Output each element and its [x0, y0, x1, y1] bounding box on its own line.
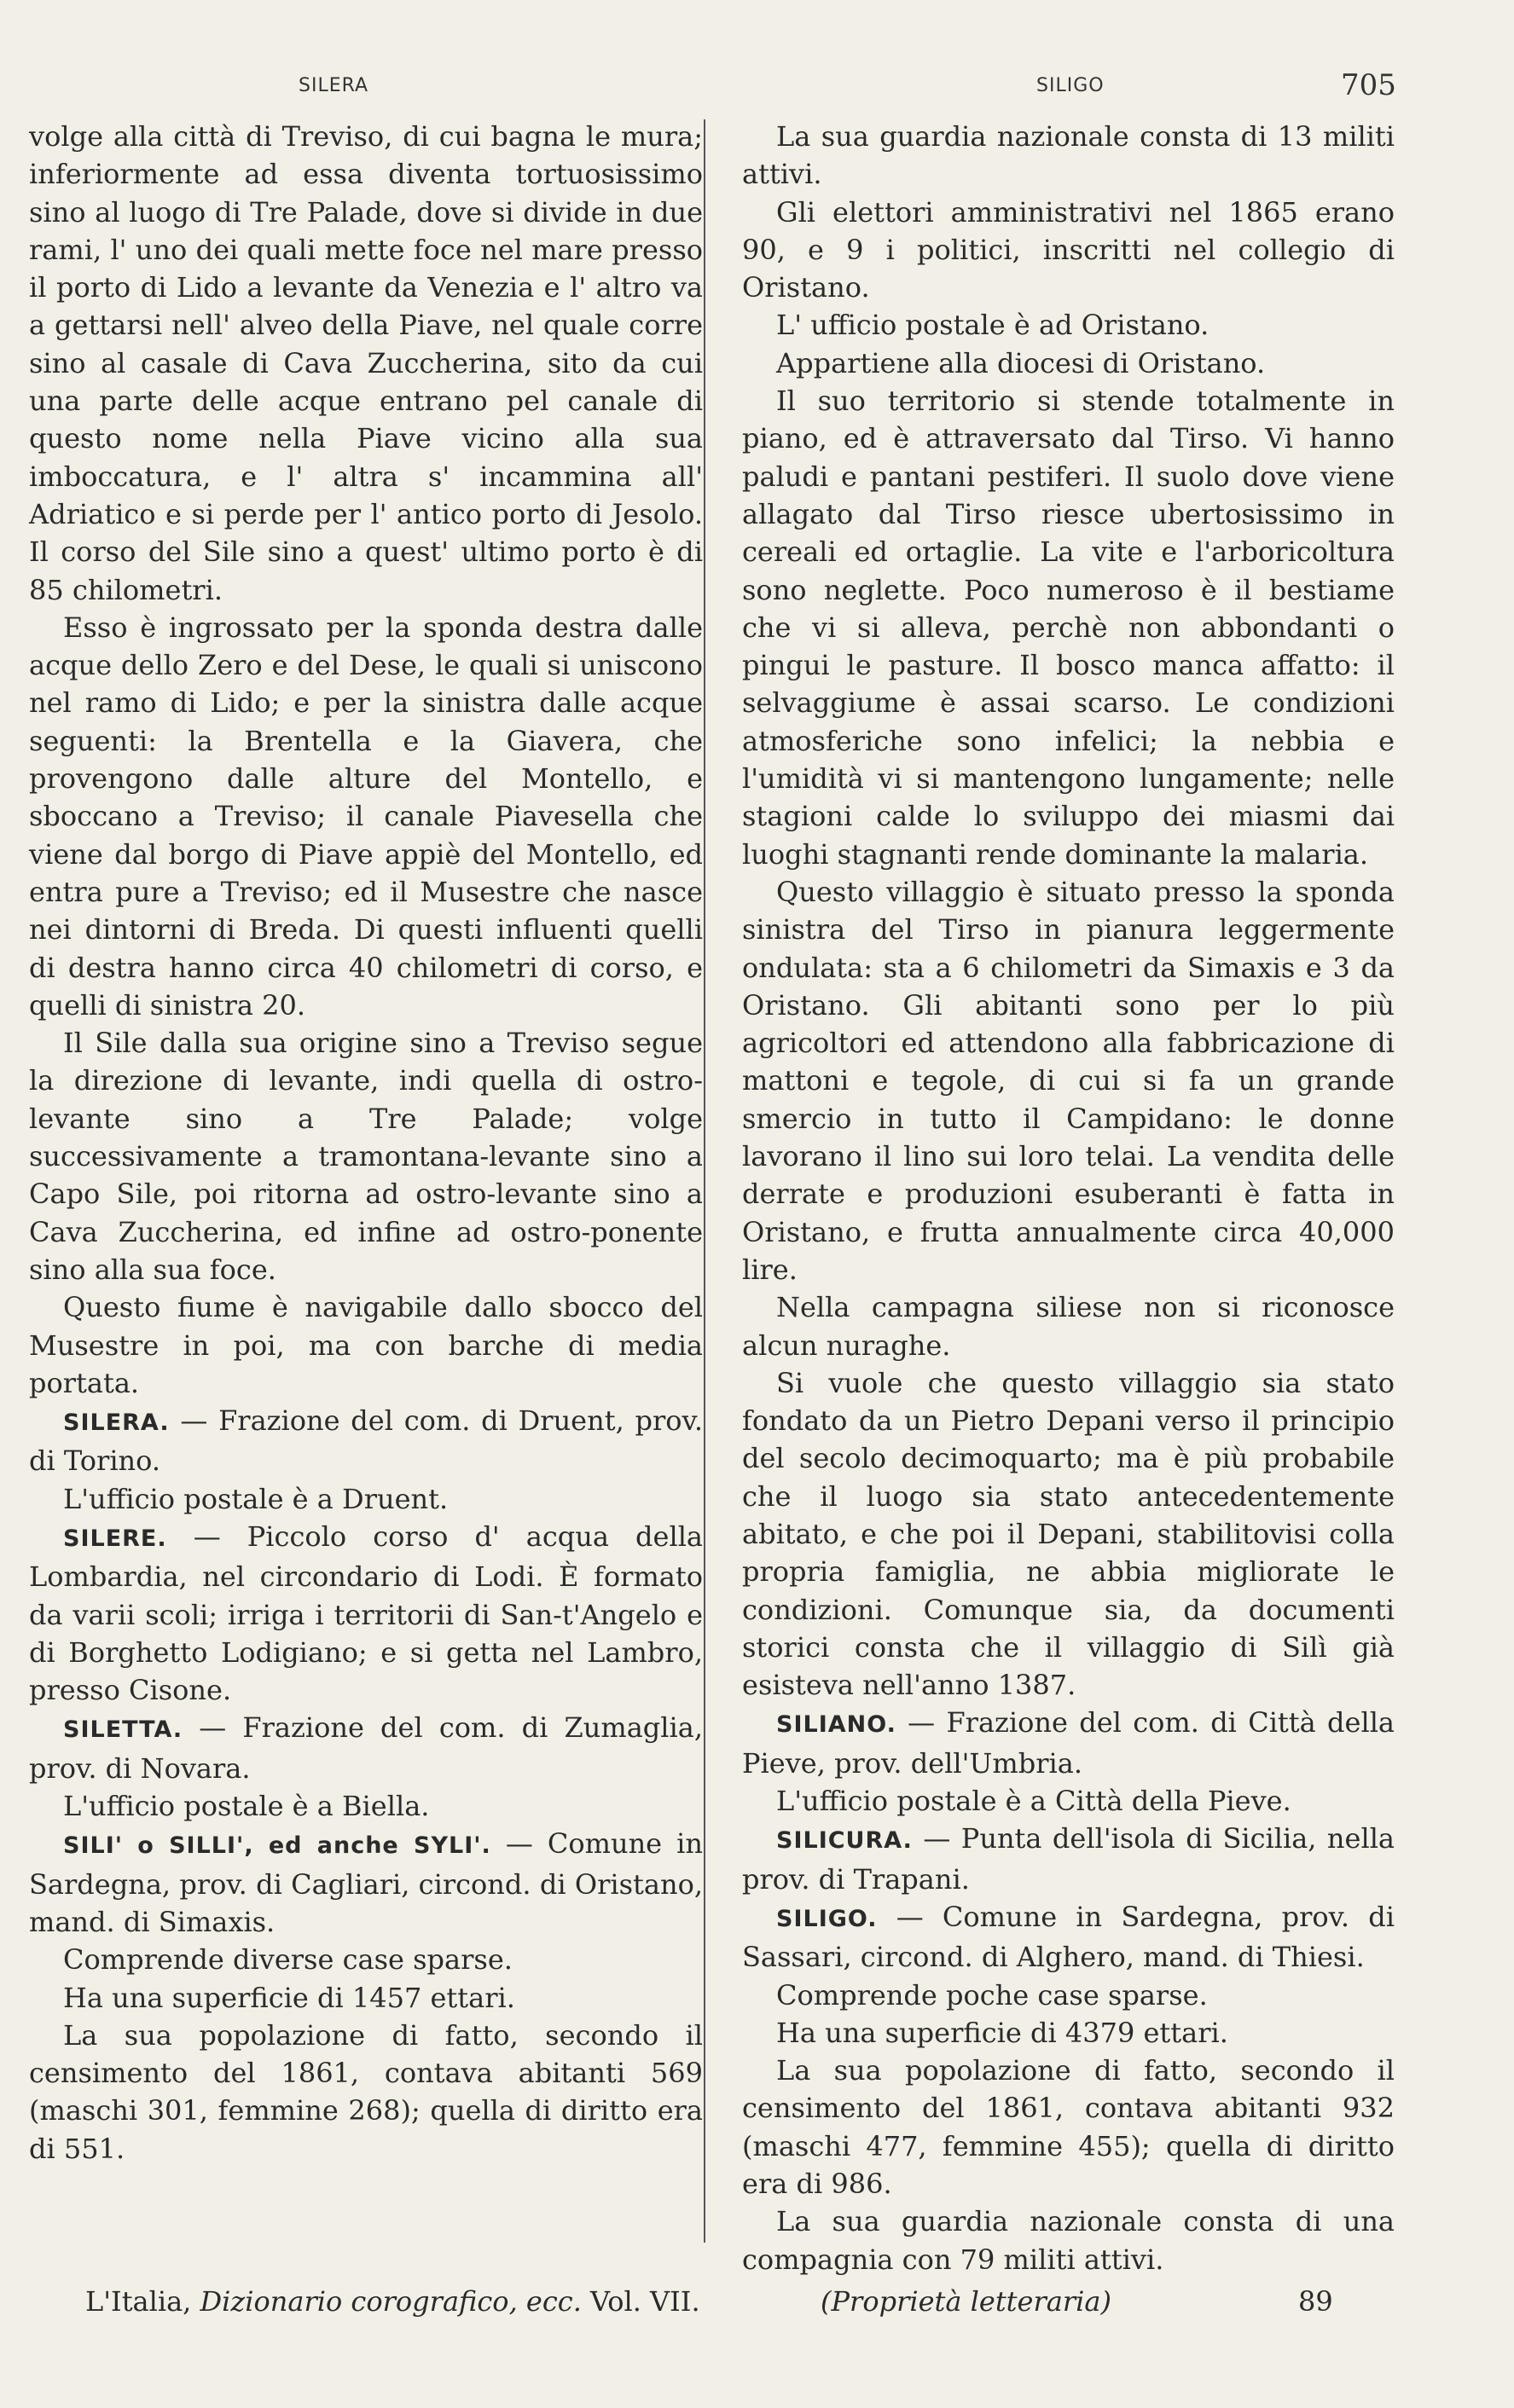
- paragraph: [29, 609, 703, 1024]
- running-head-right: SILIGO: [1036, 75, 1105, 96]
- paragraph-text: La sua guardia nazionale consta di 13 militi attivi.: [742, 120, 1395, 191]
- paragraph-text: — Punta dell'isola di Sicilia, nella prov. di Trapani.: [742, 1822, 1395, 1896]
- paragraph-text: Comprende poche case sparse.: [776, 1978, 1208, 2011]
- paragraph: [742, 194, 1395, 307]
- paragraph: [742, 118, 1395, 194]
- paragraph: [742, 2203, 1395, 2278]
- paragraph-text: L'ufficio postale è a Druent.: [63, 1482, 449, 1515]
- paragraph-text: La sua guardia nazionale consta di una compagnia con 79 militi attivi.: [742, 2205, 1395, 2276]
- entry-headword: SILETTA.: [63, 1716, 183, 1744]
- paragraph-text: Il Sile dalla sua origine sino a Treviso segue la direzione di levante, indi quella di ostro-levante sino a Tre Palade; volge successivamente a tramontana-levante sino a Capo Sile, poi ritorna ad ostro-levante sino a Cava Zuccherina, ed infine ad ostro-ponente sino alla sua foce.: [29, 1027, 703, 1286]
- paragraph-text: — Piccolo corso d' acqua della Lombardia, nel circondario di Lodi. È formato da varii scoli; irriga i territorii di San-t'Angelo e di Borghetto Lodigiano; e si getta nel Lambro, presso Cisone.: [29, 1519, 703, 1707]
- paragraph: [29, 1825, 703, 1941]
- paragraph: [29, 1024, 703, 1288]
- footer-property: (Proprietà letteraria): [821, 2285, 1111, 2318]
- paragraph: [29, 1518, 703, 1709]
- paragraph: [742, 1704, 1395, 1782]
- page-number: 705: [1341, 68, 1396, 102]
- paragraph-text: Il suo territorio si stende totalmente in piano, ed è attraversato dal Tirso. Vi hanno paludi e pantani pestiferi. Il suolo dove viene allagato dal Tirso riesce ubertosissimo in cereali ed ortaglie. La vite e l'arboricoltura sono neglette. Poco numeroso è il bestiame che vi si alleva, perchè non abbondanti o pingui le pasture. Il bosco manca affatto: il selvaggiume è assai scarso. Le condizioni atmosferiche sono infelici; la nebbia e l'umidità vi si mantengono lungamente; nelle stagioni calde lo sviluppo dei miasmi dai luoghi stagnanti rende dominante la malaria.: [742, 385, 1395, 871]
- entry-headword: SILICURA.: [776, 1827, 913, 1855]
- paragraph: [742, 1898, 1395, 1977]
- left-column: [29, 118, 703, 2168]
- paragraph-text: Ha una superficie di 1457 ettari.: [63, 1981, 515, 2014]
- paragraph: [742, 873, 1395, 1288]
- entry-headword: SILIANO.: [776, 1711, 896, 1739]
- paragraph: [742, 306, 1395, 344]
- paragraph: [29, 118, 703, 609]
- right-column: [742, 118, 1395, 2278]
- footer-title: L'Italia, Dizionario corografico, ecc. Vol. VII.: [85, 2285, 700, 2318]
- paragraph: [742, 2014, 1395, 2052]
- paragraph: [29, 2017, 703, 2168]
- paragraph-text: L' ufficio postale è ad Oristano.: [776, 309, 1209, 342]
- paragraph-text: Comprende diverse case sparse.: [63, 1943, 513, 1977]
- paragraph: [742, 344, 1395, 382]
- entry-headword: SILERA.: [63, 1409, 170, 1437]
- paragraph-text: Esso è ingrossato per la sponda destra dalle acque dello Zero e del Dese, le quali si uniscono nel ramo di Lido; e per la sinistra dalle acque seguenti: la Brentella e la Giavera, che provengono dalle alture del Montello, e sboccano a Treviso; il canale Piavesella che viene dal borgo di Piave appiè del Montello, ed entra pure a Treviso; ed il Musestre che nasce nei dintorni di Breda. Di questi influenti quelli di destra hanno circa 40 chilometri di corso, e quelli di sinistra 20.: [29, 611, 703, 1022]
- paragraph: [742, 382, 1395, 873]
- paragraph-text: L'ufficio postale è a Città della Pieve.: [776, 1785, 1291, 1818]
- paragraph: [742, 2052, 1395, 2203]
- paragraph-text: La sua popolazione di fatto, secondo il censimento del 1861, contava abitanti 569 (maschi 301, femmine 268); quella di diritto era di 551.: [29, 2018, 703, 2165]
- paragraph-text: L'ufficio postale è a Biella.: [63, 1790, 430, 1823]
- paragraph: [29, 1288, 703, 1402]
- paragraph-text: — Comune in Sardegna, prov. di Sassari, circond. di Alghero, mand. di Thiesi.: [742, 1900, 1395, 1974]
- paragraph-text: — Frazione del com. di Zumaglia, prov. di Novara.: [29, 1711, 703, 1785]
- paragraph-text: La sua popolazione di fatto, secondo il censimento del 1861, contava abitanti 932 (maschi 477, femmine 455); quella di diritto era di 986.: [742, 2054, 1395, 2201]
- paragraph: [29, 1402, 703, 1480]
- paragraph-text: Appartiene alla diocesi di Oristano.: [776, 346, 1266, 379]
- paragraph-text: Questo fiume è navigabile dallo sbocco del Musestre in poi, ma con barche di media portata.: [29, 1291, 703, 1399]
- running-head-left: SILERA: [299, 75, 369, 96]
- paragraph: [29, 1979, 703, 2017]
- paragraph: [742, 1364, 1395, 1705]
- paragraph: [742, 1288, 1395, 1364]
- paragraph: [29, 1709, 703, 1787]
- paragraph: [742, 1977, 1395, 2014]
- paragraph: [29, 1941, 703, 1978]
- paragraph-text: — Frazione del com. di Città della Pieve, prov. dell'Umbria.: [742, 1706, 1395, 1780]
- paragraph: [742, 1820, 1395, 1898]
- paragraph: [29, 1480, 703, 1518]
- paragraph-text: Si vuole che questo villaggio sia stato fondato da un Pietro Depani verso il principio del secolo decimoquarto; ma è più probabile che il luogo sia stato antecedentemente abitato, e che poi il Depani, stabilitovisi colla propria famiglia, ne abbia migliorate le condizioni. Comunque sia, da documenti storici consta che il villaggio di Silì già esisteva nell'anno 1387.: [742, 1366, 1395, 1702]
- paragraph-text: — Comune in Sardegna, prov. di Cagliari, circond. di Oristano, mand. di Simaxis.: [29, 1827, 704, 1938]
- paragraph-text: Nella campagna siliese non si riconosce alcun nuraghe.: [742, 1291, 1395, 1362]
- paragraph-text: Gli elettori amministrativi nel 1865 erano 90, e 9 i politici, inscritti nel collegio di Oristano.: [742, 195, 1395, 304]
- entry-headword: SILIGO.: [776, 1905, 878, 1932]
- paragraph-text: — Frazione del com. di Druent, prov. di Torino.: [29, 1404, 703, 1478]
- column-divider: [704, 119, 705, 2243]
- footer-signature: 89: [1298, 2285, 1333, 2318]
- entry-headword: SILI' o SILLI', ed anche SYLI'.: [63, 1832, 491, 1860]
- paragraph-text: Ha una superficie di 4379 ettari.: [776, 2016, 1228, 2049]
- paragraph-text: Questo villaggio è situato presso la sponda sinistra del Tirso in pianura leggermente ondulata: sta a 6 chilometri da Simaxis e 3 da Oristano. Gli abitanti sono per lo più agricoltori ed attendono alla fabbricazione di mattoni e tegole, di cui si fa un grande smercio in tutto il Campidano: le donne lavorano il lino sui loro telai. La vendita delle derrate e produzioni esuberanti è fatta in Oristano, e frutta annualmente circa 40,000 lire.: [742, 875, 1395, 1286]
- entry-headword: SILERE.: [63, 1525, 167, 1552]
- paragraph-text: volge alla città di Treviso, di cui bagna le mura; inferiormente ad essa diventa tortuosissimo sino al luogo di Tre Palade, dove si divide in due rami, l' uno dei quali mette foce nel mare presso il porto di Lido a levante da Venezia e l' altro va a gettarsi nell' alveo della Piave, nel quale corre sino al casale di Cava Zuccherina, sito da cui una parte delle acque entrano pel canale di questo nome nella Piave vicino alla sua imboccatura, e l' altra s' incammina all' Adriatico e si perde per l' antico porto di Jesolo. Il corso del Sile sino a quest' ultimo porto è di 85 chilometri.: [29, 120, 703, 606]
- paragraph: [742, 1782, 1395, 1820]
- paragraph: [29, 1787, 703, 1825]
